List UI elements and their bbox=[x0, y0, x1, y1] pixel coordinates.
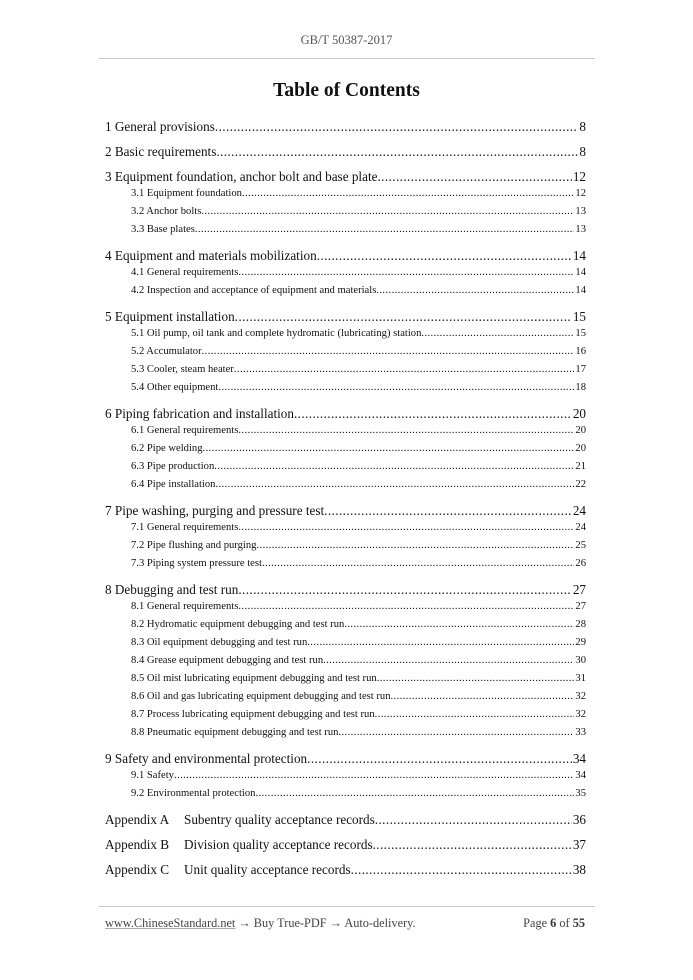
toc-entry-label: 3.2 Anchor bolts bbox=[131, 206, 202, 217]
dot-leader bbox=[234, 361, 575, 379]
toc-page-number: 12 bbox=[572, 169, 586, 184]
dot-leader bbox=[338, 724, 574, 742]
toc-page-number: 35 bbox=[575, 788, 586, 799]
appendix-title: Division quality acceptance records bbox=[184, 837, 373, 852]
dot-leader bbox=[421, 325, 574, 343]
toc-page-number: 37 bbox=[572, 837, 586, 852]
toc-page-number: 18 bbox=[575, 382, 586, 393]
dot-leader bbox=[377, 168, 571, 185]
toc-entry-label: 6 Piping fabrication and installation bbox=[105, 406, 294, 421]
toc-chapter-entry[interactable] bbox=[105, 308, 586, 325]
dot-leader bbox=[195, 221, 575, 239]
toc-section-entry[interactable] bbox=[105, 440, 586, 458]
page-title: Table of Contents bbox=[273, 80, 420, 101]
footer-promo bbox=[105, 916, 416, 931]
toc-entry-label: 8.3 Oil equipment debugging and test run bbox=[131, 637, 308, 648]
toc-page-number: 34 bbox=[572, 751, 586, 766]
toc-appendix-entry[interactable] bbox=[105, 836, 586, 853]
toc-section-entry[interactable] bbox=[105, 652, 586, 670]
toc-page-number: 33 bbox=[575, 727, 586, 738]
dot-leader bbox=[238, 598, 574, 616]
toc-page-number: 27 bbox=[572, 582, 586, 597]
running-header: GB/T 50387-2017 bbox=[300, 33, 393, 47]
toc-page-number: 14 bbox=[572, 248, 586, 263]
toc-page-number: 30 bbox=[575, 655, 586, 666]
toc-section-entry[interactable] bbox=[105, 785, 586, 803]
toc-section-entry[interactable] bbox=[105, 221, 586, 239]
toc-page-number: 38 bbox=[572, 862, 586, 877]
toc-chapter-entry[interactable] bbox=[105, 247, 586, 264]
dot-leader bbox=[376, 282, 574, 300]
toc-entry-label: 8.8 Pneumatic equipment debugging and test run bbox=[131, 727, 339, 738]
promo-text: → Buy True-PDF → Auto-delivery. bbox=[235, 916, 416, 930]
toc-entry-label: 8.4 Grease equipment debugging and test run bbox=[131, 655, 324, 666]
toc-section-entry[interactable] bbox=[105, 688, 586, 706]
toc-section-entry[interactable] bbox=[105, 724, 586, 742]
toc-page-number: 34 bbox=[575, 770, 586, 781]
toc-chapter-entry[interactable] bbox=[105, 750, 586, 767]
toc-entry-label: 6.2 Pipe welding bbox=[131, 443, 203, 454]
toc-section-entry[interactable] bbox=[105, 422, 586, 440]
toc-page-number: 27 bbox=[575, 601, 586, 612]
toc-entry-label: 4 Equipment and materials mobilization bbox=[105, 248, 317, 263]
toc-entry-label: 3 Equipment foundation, anchor bolt and base plate bbox=[105, 169, 378, 184]
toc-page-number: 16 bbox=[575, 346, 586, 357]
toc-entry-label: 7 Pipe washing, purging and pressure test bbox=[105, 503, 325, 518]
dot-leader bbox=[375, 811, 572, 828]
dot-leader bbox=[351, 861, 572, 878]
toc-entry-label: 9.1 Safety bbox=[131, 770, 174, 781]
toc-chapter-entry[interactable] bbox=[105, 143, 586, 160]
dot-leader bbox=[216, 143, 578, 160]
toc-entry-label bbox=[105, 836, 373, 853]
toc-section-entry[interactable] bbox=[105, 598, 586, 616]
dot-leader bbox=[214, 458, 574, 476]
toc-page-number: 13 bbox=[575, 224, 586, 235]
dot-leader bbox=[201, 203, 574, 221]
toc-page-number: 25 bbox=[575, 540, 586, 551]
toc-entry-label: 9.2 Environmental protection bbox=[131, 788, 256, 799]
dot-leader bbox=[323, 652, 574, 670]
toc-section-entry[interactable] bbox=[105, 203, 586, 221]
toc-entry-label: 8.5 Oil mist lubricating equipment debugging and test run bbox=[131, 673, 377, 684]
toc-section-entry[interactable] bbox=[105, 325, 586, 343]
toc-entry-label: 4.1 General requirements bbox=[131, 267, 239, 278]
dot-leader bbox=[377, 670, 575, 688]
toc-section-entry[interactable] bbox=[105, 706, 586, 724]
toc-entry-label: 2 Basic requirements bbox=[105, 144, 217, 159]
dot-leader bbox=[344, 616, 574, 634]
dot-leader bbox=[255, 785, 574, 803]
toc-section-entry[interactable] bbox=[105, 519, 586, 537]
toc-entry-label: 3.1 Equipment foundation bbox=[131, 188, 242, 199]
toc-chapter-entry[interactable] bbox=[105, 405, 586, 422]
toc-page-number: 22 bbox=[575, 479, 586, 490]
toc-page-number: 14 bbox=[575, 285, 586, 296]
toc-section-entry[interactable] bbox=[105, 361, 586, 379]
toc-chapter-entry[interactable] bbox=[105, 118, 586, 135]
dot-leader bbox=[317, 247, 572, 264]
dot-leader bbox=[238, 581, 571, 598]
appendix-prefix: Appendix B bbox=[105, 837, 170, 852]
dot-leader bbox=[391, 688, 575, 706]
dot-leader bbox=[294, 405, 572, 422]
dot-leader bbox=[203, 440, 575, 458]
toc-chapter-entry[interactable] bbox=[105, 502, 586, 519]
toc-page-number: 32 bbox=[575, 709, 586, 720]
header-divider bbox=[99, 58, 595, 59]
dot-leader bbox=[218, 379, 574, 397]
dot-leader bbox=[238, 264, 574, 282]
footer-divider bbox=[99, 906, 595, 907]
toc-section-entry[interactable] bbox=[105, 185, 586, 203]
toc-entry-label: 4.2 Inspection and acceptance of equipment and materials bbox=[131, 285, 377, 296]
toc-page-number: 20 bbox=[572, 406, 586, 421]
toc-entry-label: 5.4 Other equipment bbox=[131, 382, 219, 393]
toc-page-number: 13 bbox=[575, 206, 586, 217]
toc-page-number: 12 bbox=[575, 188, 586, 199]
dot-leader bbox=[373, 836, 572, 853]
toc-page-number: 20 bbox=[575, 425, 586, 436]
dot-leader bbox=[215, 476, 574, 494]
toc-page-number: 15 bbox=[575, 328, 586, 339]
toc-entry-label: 8.2 Hydromatic equipment debugging and test run bbox=[131, 619, 345, 630]
toc-page-number: 24 bbox=[572, 503, 586, 518]
dot-leader bbox=[238, 422, 574, 440]
toc-page-number: 36 bbox=[572, 812, 586, 827]
appendix-title: Subentry quality acceptance records bbox=[184, 812, 375, 827]
toc-section-entry[interactable] bbox=[105, 458, 586, 476]
toc-entry-label: 7.1 General requirements bbox=[131, 522, 239, 533]
toc-page-number: 8 bbox=[579, 119, 586, 134]
toc-page-number: 21 bbox=[575, 461, 586, 472]
dot-leader bbox=[307, 750, 572, 767]
toc-section-entry[interactable] bbox=[105, 616, 586, 634]
site-link[interactable]: www.ChineseStandard.net bbox=[105, 916, 236, 930]
toc-section-entry[interactable] bbox=[105, 379, 586, 397]
dot-leader bbox=[242, 185, 574, 203]
dot-leader bbox=[174, 767, 574, 785]
toc-section-entry[interactable] bbox=[105, 670, 586, 688]
toc-section-entry[interactable] bbox=[105, 767, 586, 785]
toc-entry-label: 9 Safety and environmental protection bbox=[105, 751, 308, 766]
toc-entry-label bbox=[105, 811, 375, 828]
toc-entry-label: 5.1 Oil pump, oil tank and complete hydromatic (lubricating) station bbox=[131, 328, 422, 339]
appendix-prefix: Appendix C bbox=[105, 862, 170, 877]
page-number: Page 6 of 55 bbox=[523, 916, 585, 930]
toc-entry-label: 5 Equipment installation bbox=[105, 309, 235, 324]
toc-page-number: 15 bbox=[572, 309, 586, 324]
dot-leader bbox=[202, 343, 575, 361]
toc-section-entry[interactable] bbox=[105, 634, 586, 652]
dot-leader bbox=[238, 519, 574, 537]
toc-appendix-entry[interactable] bbox=[105, 811, 586, 828]
toc-page-number: 8 bbox=[579, 144, 586, 159]
toc-entry-label: 5.2 Accumulator bbox=[131, 346, 202, 357]
toc-page-number: 28 bbox=[575, 619, 586, 630]
dot-leader bbox=[256, 537, 574, 555]
toc-entry-label: 8.1 General requirements bbox=[131, 601, 239, 612]
table-of-contents bbox=[105, 118, 586, 878]
toc-page-number: 14 bbox=[575, 267, 586, 278]
toc-section-entry[interactable] bbox=[105, 282, 586, 300]
dot-leader bbox=[324, 502, 572, 519]
toc-entry-label: 7.2 Pipe flushing and purging bbox=[131, 540, 257, 551]
toc-entry-label: 1 General provisions bbox=[105, 119, 215, 134]
dot-leader bbox=[375, 706, 575, 724]
toc-page-number: 17 bbox=[575, 364, 586, 375]
toc-entry-label: 6.1 General requirements bbox=[131, 425, 239, 436]
dot-leader bbox=[235, 308, 572, 325]
appendix-prefix: Appendix A bbox=[105, 812, 170, 827]
toc-page-number: 31 bbox=[575, 673, 586, 684]
toc-section-entry[interactable] bbox=[105, 343, 586, 361]
toc-section-entry[interactable] bbox=[105, 555, 586, 573]
toc-page-number: 24 bbox=[575, 522, 586, 533]
toc-appendix-entry[interactable] bbox=[105, 861, 586, 878]
toc-section-entry[interactable] bbox=[105, 537, 586, 555]
toc-page-number: 32 bbox=[575, 691, 586, 702]
toc-entry-label: 5.3 Cooler, steam heater bbox=[131, 364, 234, 375]
toc-page-number: 29 bbox=[575, 637, 586, 648]
toc-entry-label: 8.7 Process lubricating equipment debugging and test run bbox=[131, 709, 375, 720]
page-footer bbox=[105, 916, 585, 931]
toc-entry-label: 6.3 Pipe production bbox=[131, 461, 215, 472]
appendix-title: Unit quality acceptance records bbox=[184, 862, 351, 877]
toc-section-entry[interactable] bbox=[105, 476, 586, 494]
toc-page-number: 26 bbox=[575, 558, 586, 569]
dot-leader bbox=[262, 555, 574, 573]
toc-page-number: 20 bbox=[575, 443, 586, 454]
toc-entry-label bbox=[105, 861, 351, 878]
toc-section-entry[interactable] bbox=[105, 264, 586, 282]
toc-entry-label: 8 Debugging and test run bbox=[105, 582, 239, 597]
toc-chapter-entry[interactable] bbox=[105, 168, 586, 185]
dot-leader bbox=[215, 118, 579, 135]
toc-entry-label: 7.3 Piping system pressure test bbox=[131, 558, 262, 569]
toc-chapter-entry[interactable] bbox=[105, 581, 586, 598]
toc-entry-label: 6.4 Pipe installation bbox=[131, 479, 216, 490]
toc-entry-label: 3.3 Base plates bbox=[131, 224, 195, 235]
dot-leader bbox=[307, 634, 574, 652]
toc-entry-label: 8.6 Oil and gas lubricating equipment debugging and test run bbox=[131, 691, 391, 702]
